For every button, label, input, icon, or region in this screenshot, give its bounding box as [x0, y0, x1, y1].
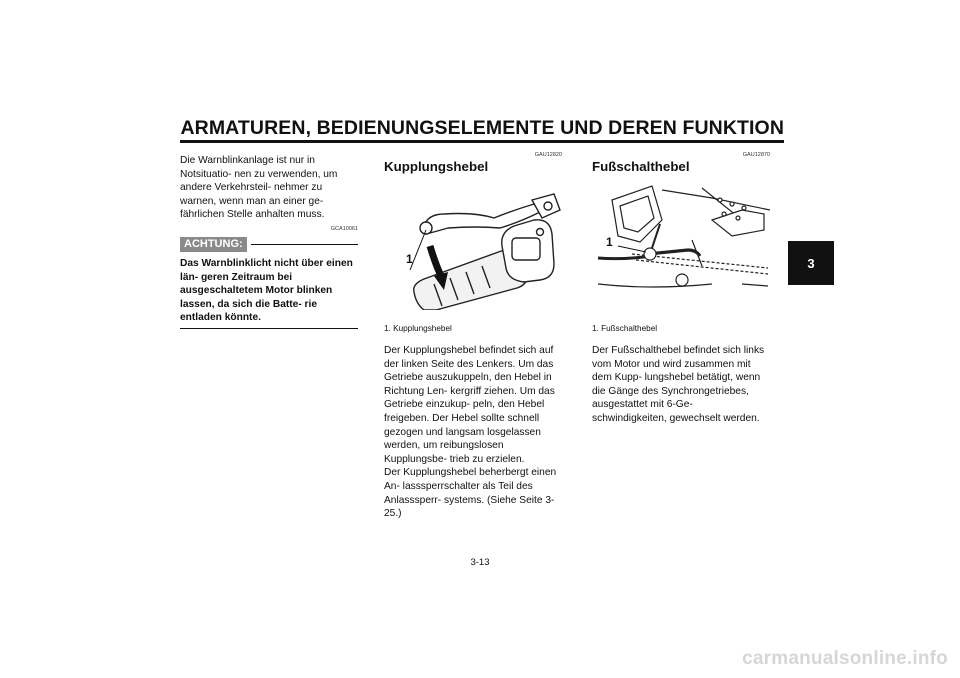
section-code: GAU12820	[534, 152, 562, 158]
section-code: GAU12870	[742, 152, 770, 158]
warning-text: Das Warnblinklicht nicht über einen län- geren Zeitraum bei ausgeschaltetem Motor blinken lassen, da sich die Batte- rie entladen könnte.	[180, 257, 353, 324]
clutch-paragraph: Der Kupplungshebel befindet sich auf der linken Seite des Lenkers. Um das Getriebe auszukuppeln, den Hebel in Richtung Len- kergriff ziehen. Um das Getriebe einzukup- peln, den Hebel freigeben. Der Hebel sollte schnell gezogen und langsam losgelassen werden, um reibungslosen Kupplungsbe- trieb zu erzielen.	[384, 345, 555, 465]
page-title: ARMATUREN, BEDIENUNGSELEMENTE UND DEREN FUNKTION	[180, 117, 784, 139]
shift-pedal-figure	[592, 180, 770, 310]
achtung-label: ACHTUNG:	[180, 237, 247, 252]
shift-pedal-illustration	[592, 180, 770, 310]
column-shift-pedal	[592, 152, 770, 426]
figure-callout-label: 1	[606, 235, 613, 249]
figure-callout-label: 1	[406, 252, 413, 266]
title-rule	[180, 140, 784, 143]
clutch-lever-illustration	[384, 180, 562, 310]
shift-pedal-paragraph: Der Fußschalthebel befindet sich links vom Motor und wird zusammen mit dem Kupp- lungshebel betätigt, wenn die Gänge des Synchrongetriebes, ausgestattet mit 6-Ge- schwindigkeiten, gewechselt werden.	[592, 345, 765, 424]
column-hazard-warning	[180, 152, 358, 329]
section-heading: Fußschalthebel	[592, 159, 690, 174]
clutch-lever-figure	[384, 180, 562, 310]
section-code: GCA10061	[330, 225, 358, 232]
achtung-header	[180, 237, 358, 253]
warning-bottom-rule	[180, 328, 358, 329]
figure-caption: 1. Fußschalthebel	[592, 324, 658, 333]
achtung-rule	[251, 244, 358, 245]
page-number: 3-13	[470, 557, 490, 568]
watermark: carmanualsonline.info	[742, 648, 948, 669]
chapter-tab[interactable]: 3	[788, 241, 834, 285]
clutch-paragraph: Der Kupplungshebel beherbergt einen An- lasssperrschalter als Teil des Anlasssperr- systems. (Siehe Seite 3-25.)	[384, 467, 557, 520]
section-heading: Kupplungshebel	[384, 159, 489, 174]
figure-caption: 1. Kupplungshebel	[384, 324, 452, 333]
hazard-intro-text: Die Warnblinkanlage ist nur in Notsituatio- nen zu verwenden, um andere Verkehrsteil- nehmer zu warnen, wenn man an einer ge- fährlichen Stelle anhalten muss.	[180, 155, 338, 221]
column-clutch-lever	[384, 152, 562, 521]
